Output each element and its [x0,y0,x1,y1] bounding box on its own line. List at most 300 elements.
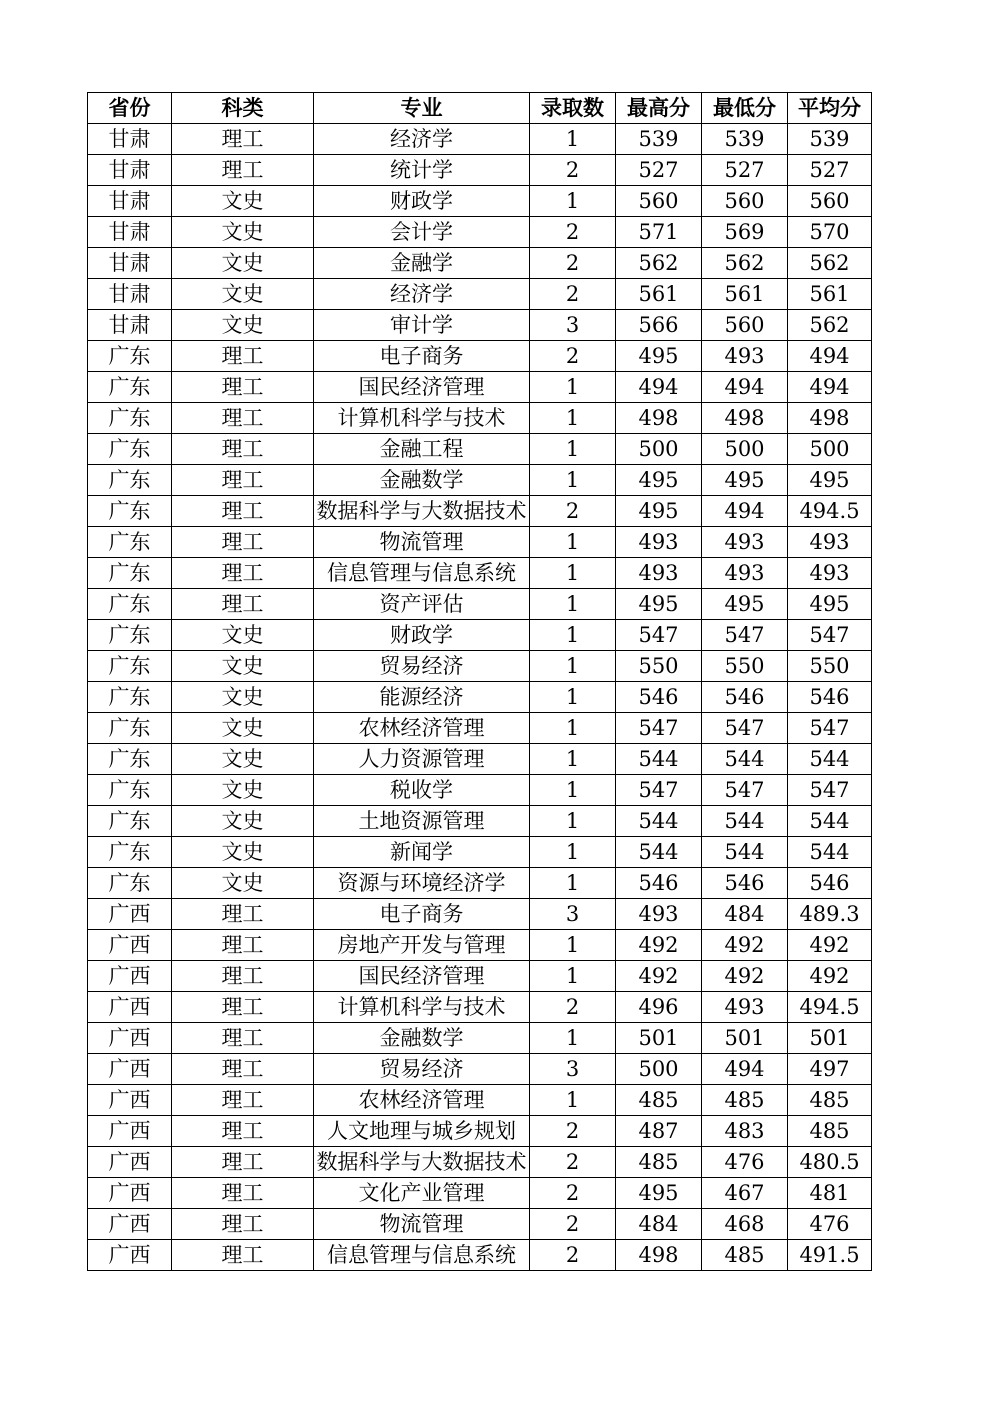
cell-province: 广东 [88,589,172,620]
cell-admitted-count: 1 [530,930,616,961]
cell-category: 理工 [172,1116,314,1147]
cell-min-score: 547 [702,775,788,806]
table-row [88,248,872,279]
cell-max-score: 500 [616,1054,702,1085]
cell-major: 农林经济管理 [314,713,530,744]
cell-max-score: 544 [616,806,702,837]
table-row [88,837,872,868]
cell-major: 贸易经济 [314,651,530,682]
table-row [88,651,872,682]
cell-avg-score: 544 [788,806,872,837]
cell-max-score: 547 [616,620,702,651]
cell-province: 广东 [88,682,172,713]
cell-admitted-count: 3 [530,1054,616,1085]
cell-avg-score: 492 [788,961,872,992]
cell-max-score: 493 [616,558,702,589]
table-header [88,93,872,124]
cell-category: 理工 [172,124,314,155]
cell-avg-score: 485 [788,1116,872,1147]
table-row [88,496,872,527]
table-row [88,868,872,899]
cell-admitted-count: 1 [530,744,616,775]
cell-major: 贸易经济 [314,1054,530,1085]
cell-admitted-count: 1 [530,558,616,589]
cell-admitted-count: 1 [530,620,616,651]
cell-province: 广东 [88,620,172,651]
cell-category: 理工 [172,1085,314,1116]
cell-major: 财政学 [314,186,530,217]
cell-admitted-count: 1 [530,1023,616,1054]
cell-admitted-count: 2 [530,1147,616,1178]
cell-min-score: 560 [702,186,788,217]
header-admitted-count: 录取数 [530,93,616,124]
cell-category: 理工 [172,372,314,403]
cell-category: 理工 [172,1023,314,1054]
cell-category: 文史 [172,620,314,651]
cell-admitted-count: 1 [530,372,616,403]
cell-avg-score: 544 [788,744,872,775]
cell-avg-score: 539 [788,124,872,155]
cell-avg-score: 562 [788,310,872,341]
admission-score-table [87,92,872,1271]
table-row [88,1116,872,1147]
table-row [88,341,872,372]
table-row [88,744,872,775]
cell-min-score: 501 [702,1023,788,1054]
table-row [88,1209,872,1240]
cell-max-score: 501 [616,1023,702,1054]
cell-category: 理工 [172,496,314,527]
cell-max-score: 485 [616,1147,702,1178]
cell-min-score: 485 [702,1085,788,1116]
cell-max-score: 539 [616,124,702,155]
cell-min-score: 500 [702,434,788,465]
cell-category: 理工 [172,155,314,186]
cell-province: 广西 [88,899,172,930]
cell-admitted-count: 3 [530,899,616,930]
cell-province: 广西 [88,1178,172,1209]
cell-province: 广东 [88,775,172,806]
cell-min-score: 485 [702,1240,788,1271]
cell-max-score: 547 [616,713,702,744]
cell-province: 广东 [88,558,172,589]
cell-major: 土地资源管理 [314,806,530,837]
table-row [88,806,872,837]
cell-major: 金融工程 [314,434,530,465]
table-row [88,372,872,403]
table-row [88,310,872,341]
table-row [88,186,872,217]
cell-avg-score: 493 [788,558,872,589]
cell-max-score: 571 [616,217,702,248]
cell-max-score: 495 [616,496,702,527]
cell-major: 统计学 [314,155,530,186]
cell-category: 文史 [172,837,314,868]
cell-min-score: 494 [702,496,788,527]
header-province: 省份 [88,93,172,124]
cell-province: 广西 [88,1085,172,1116]
cell-min-score: 546 [702,868,788,899]
cell-min-score: 493 [702,341,788,372]
cell-province: 广东 [88,527,172,558]
cell-avg-score: 494.5 [788,496,872,527]
cell-min-score: 476 [702,1147,788,1178]
cell-min-score: 493 [702,992,788,1023]
cell-category: 理工 [172,1209,314,1240]
cell-admitted-count: 1 [530,806,616,837]
cell-admitted-count: 1 [530,434,616,465]
cell-max-score: 485 [616,1085,702,1116]
cell-avg-score: 561 [788,279,872,310]
cell-major: 计算机科学与技术 [314,403,530,434]
cell-category: 文史 [172,248,314,279]
cell-category: 理工 [172,930,314,961]
cell-major: 财政学 [314,620,530,651]
cell-major: 审计学 [314,310,530,341]
cell-avg-score: 547 [788,713,872,744]
cell-avg-score: 546 [788,682,872,713]
table-body [88,124,872,1271]
cell-category: 文史 [172,713,314,744]
cell-avg-score: 481 [788,1178,872,1209]
cell-major: 会计学 [314,217,530,248]
cell-max-score: 550 [616,651,702,682]
cell-province: 广西 [88,1023,172,1054]
cell-avg-score: 494.5 [788,992,872,1023]
cell-admitted-count: 1 [530,589,616,620]
cell-min-score: 495 [702,589,788,620]
cell-avg-score: 492 [788,930,872,961]
cell-province: 广东 [88,806,172,837]
cell-major: 税收学 [314,775,530,806]
table-row [88,992,872,1023]
cell-max-score: 487 [616,1116,702,1147]
table-row [88,217,872,248]
cell-major: 电子商务 [314,899,530,930]
table-row [88,899,872,930]
cell-max-score: 492 [616,961,702,992]
cell-admitted-count: 2 [530,279,616,310]
cell-max-score: 544 [616,744,702,775]
cell-province: 广西 [88,1240,172,1271]
table-row [88,403,872,434]
cell-max-score: 493 [616,899,702,930]
cell-admitted-count: 2 [530,1209,616,1240]
cell-avg-score: 546 [788,868,872,899]
cell-province: 广东 [88,496,172,527]
cell-category: 理工 [172,1147,314,1178]
cell-avg-score: 485 [788,1085,872,1116]
cell-admitted-count: 1 [530,186,616,217]
cell-category: 文史 [172,682,314,713]
cell-admitted-count: 3 [530,310,616,341]
cell-province: 甘肃 [88,279,172,310]
cell-province: 广东 [88,341,172,372]
cell-max-score: 492 [616,930,702,961]
cell-category: 文史 [172,868,314,899]
cell-max-score: 495 [616,1178,702,1209]
table-row [88,1023,872,1054]
cell-admitted-count: 1 [530,775,616,806]
cell-max-score: 560 [616,186,702,217]
cell-category: 理工 [172,1240,314,1271]
cell-avg-score: 570 [788,217,872,248]
cell-max-score: 495 [616,589,702,620]
cell-min-score: 544 [702,744,788,775]
cell-admitted-count: 2 [530,992,616,1023]
cell-province: 广东 [88,744,172,775]
cell-province: 广东 [88,868,172,899]
cell-max-score: 547 [616,775,702,806]
cell-major: 计算机科学与技术 [314,992,530,1023]
cell-category: 文史 [172,775,314,806]
cell-category: 理工 [172,341,314,372]
cell-major: 能源经济 [314,682,530,713]
cell-avg-score: 494 [788,341,872,372]
cell-min-score: 550 [702,651,788,682]
cell-min-score: 544 [702,837,788,868]
cell-major: 人文地理与城乡规划 [314,1116,530,1147]
cell-category: 理工 [172,992,314,1023]
cell-category: 理工 [172,465,314,496]
cell-admitted-count: 2 [530,1240,616,1271]
cell-avg-score: 491.5 [788,1240,872,1271]
cell-province: 广东 [88,837,172,868]
cell-admitted-count: 2 [530,1178,616,1209]
cell-avg-score: 476 [788,1209,872,1240]
cell-admitted-count: 1 [530,124,616,155]
cell-category: 理工 [172,403,314,434]
cell-min-score: 569 [702,217,788,248]
cell-admitted-count: 1 [530,403,616,434]
table-row [88,620,872,651]
cell-avg-score: 550 [788,651,872,682]
cell-province: 广西 [88,1116,172,1147]
cell-major: 文化产业管理 [314,1178,530,1209]
header-avg-score: 平均分 [788,93,872,124]
cell-max-score: 561 [616,279,702,310]
cell-major: 金融数学 [314,1023,530,1054]
table-row [88,155,872,186]
cell-province: 广西 [88,961,172,992]
cell-avg-score: 560 [788,186,872,217]
cell-avg-score: 494 [788,372,872,403]
cell-major: 数据科学与大数据技术 [314,1147,530,1178]
cell-min-score: 498 [702,403,788,434]
table-row [88,930,872,961]
cell-min-score: 495 [702,465,788,496]
cell-major: 资源与环境经济学 [314,868,530,899]
cell-max-score: 493 [616,527,702,558]
cell-major: 金融学 [314,248,530,279]
cell-min-score: 562 [702,248,788,279]
table-row [88,1147,872,1178]
header-row [88,93,872,124]
cell-max-score: 546 [616,868,702,899]
cell-max-score: 495 [616,341,702,372]
cell-category: 文史 [172,744,314,775]
cell-category: 文史 [172,651,314,682]
cell-avg-score: 489.3 [788,899,872,930]
cell-province: 甘肃 [88,310,172,341]
cell-min-score: 527 [702,155,788,186]
cell-category: 文史 [172,186,314,217]
cell-admitted-count: 2 [530,248,616,279]
table-row [88,1240,872,1271]
cell-min-score: 560 [702,310,788,341]
cell-category: 文史 [172,310,314,341]
cell-avg-score: 544 [788,837,872,868]
cell-admitted-count: 2 [530,496,616,527]
cell-admitted-count: 1 [530,713,616,744]
header-max-score: 最高分 [616,93,702,124]
table-row [88,1178,872,1209]
cell-min-score: 493 [702,558,788,589]
cell-avg-score: 498 [788,403,872,434]
cell-category: 理工 [172,899,314,930]
cell-min-score: 544 [702,806,788,837]
cell-avg-score: 495 [788,589,872,620]
cell-category: 理工 [172,1054,314,1085]
cell-max-score: 495 [616,465,702,496]
table-row [88,961,872,992]
cell-major: 物流管理 [314,1209,530,1240]
cell-major: 国民经济管理 [314,961,530,992]
cell-province: 广东 [88,434,172,465]
cell-min-score: 494 [702,372,788,403]
cell-admitted-count: 1 [530,527,616,558]
cell-avg-score: 547 [788,775,872,806]
cell-min-score: 494 [702,1054,788,1085]
cell-min-score: 561 [702,279,788,310]
cell-category: 理工 [172,527,314,558]
cell-admitted-count: 1 [530,837,616,868]
cell-province: 广西 [88,1147,172,1178]
cell-min-score: 467 [702,1178,788,1209]
cell-province: 广东 [88,651,172,682]
cell-admitted-count: 1 [530,868,616,899]
cell-avg-score: 495 [788,465,872,496]
cell-max-score: 527 [616,155,702,186]
cell-category: 文史 [172,806,314,837]
cell-min-score: 484 [702,899,788,930]
cell-admitted-count: 1 [530,682,616,713]
cell-max-score: 546 [616,682,702,713]
cell-major: 资产评估 [314,589,530,620]
header-min-score: 最低分 [702,93,788,124]
table-row [88,558,872,589]
cell-max-score: 500 [616,434,702,465]
cell-min-score: 493 [702,527,788,558]
cell-min-score: 468 [702,1209,788,1240]
cell-major: 新闻学 [314,837,530,868]
cell-avg-score: 480.5 [788,1147,872,1178]
cell-major: 电子商务 [314,341,530,372]
cell-province: 广西 [88,992,172,1023]
cell-province: 广东 [88,713,172,744]
cell-admitted-count: 2 [530,1116,616,1147]
table-row [88,589,872,620]
header-major: 专业 [314,93,530,124]
cell-major: 金融数学 [314,465,530,496]
cell-major: 国民经济管理 [314,372,530,403]
cell-max-score: 562 [616,248,702,279]
cell-major: 经济学 [314,279,530,310]
cell-min-score: 483 [702,1116,788,1147]
cell-avg-score: 501 [788,1023,872,1054]
cell-admitted-count: 2 [530,341,616,372]
table-row [88,465,872,496]
cell-major: 信息管理与信息系统 [314,1240,530,1271]
cell-max-score: 566 [616,310,702,341]
cell-min-score: 547 [702,620,788,651]
table-row [88,124,872,155]
cell-avg-score: 493 [788,527,872,558]
cell-province: 甘肃 [88,248,172,279]
cell-min-score: 492 [702,930,788,961]
cell-major: 房地产开发与管理 [314,930,530,961]
cell-province: 广东 [88,403,172,434]
cell-major: 数据科学与大数据技术 [314,496,530,527]
cell-max-score: 494 [616,372,702,403]
cell-max-score: 484 [616,1209,702,1240]
cell-major: 农林经济管理 [314,1085,530,1116]
cell-category: 理工 [172,589,314,620]
cell-province: 广东 [88,465,172,496]
table-row [88,775,872,806]
cell-province: 广东 [88,372,172,403]
cell-category: 理工 [172,434,314,465]
table-row [88,527,872,558]
table-row [88,434,872,465]
table-row [88,713,872,744]
cell-category: 文史 [172,279,314,310]
cell-category: 理工 [172,961,314,992]
cell-province: 甘肃 [88,217,172,248]
cell-category: 理工 [172,558,314,589]
cell-min-score: 492 [702,961,788,992]
cell-category: 理工 [172,1178,314,1209]
table-row [88,1054,872,1085]
cell-min-score: 539 [702,124,788,155]
cell-max-score: 496 [616,992,702,1023]
table-row [88,1085,872,1116]
cell-admitted-count: 2 [530,155,616,186]
cell-max-score: 498 [616,1240,702,1271]
cell-province: 甘肃 [88,186,172,217]
cell-province: 甘肃 [88,124,172,155]
cell-major: 信息管理与信息系统 [314,558,530,589]
cell-avg-score: 497 [788,1054,872,1085]
cell-avg-score: 547 [788,620,872,651]
cell-max-score: 498 [616,403,702,434]
cell-min-score: 547 [702,713,788,744]
cell-province: 甘肃 [88,155,172,186]
cell-admitted-count: 2 [530,217,616,248]
cell-admitted-count: 1 [530,1085,616,1116]
cell-category: 文史 [172,217,314,248]
cell-province: 广西 [88,1054,172,1085]
cell-major: 经济学 [314,124,530,155]
cell-max-score: 544 [616,837,702,868]
cell-major: 物流管理 [314,527,530,558]
table-row [88,279,872,310]
cell-min-score: 546 [702,682,788,713]
cell-province: 广西 [88,930,172,961]
cell-major: 人力资源管理 [314,744,530,775]
cell-avg-score: 500 [788,434,872,465]
cell-admitted-count: 1 [530,651,616,682]
